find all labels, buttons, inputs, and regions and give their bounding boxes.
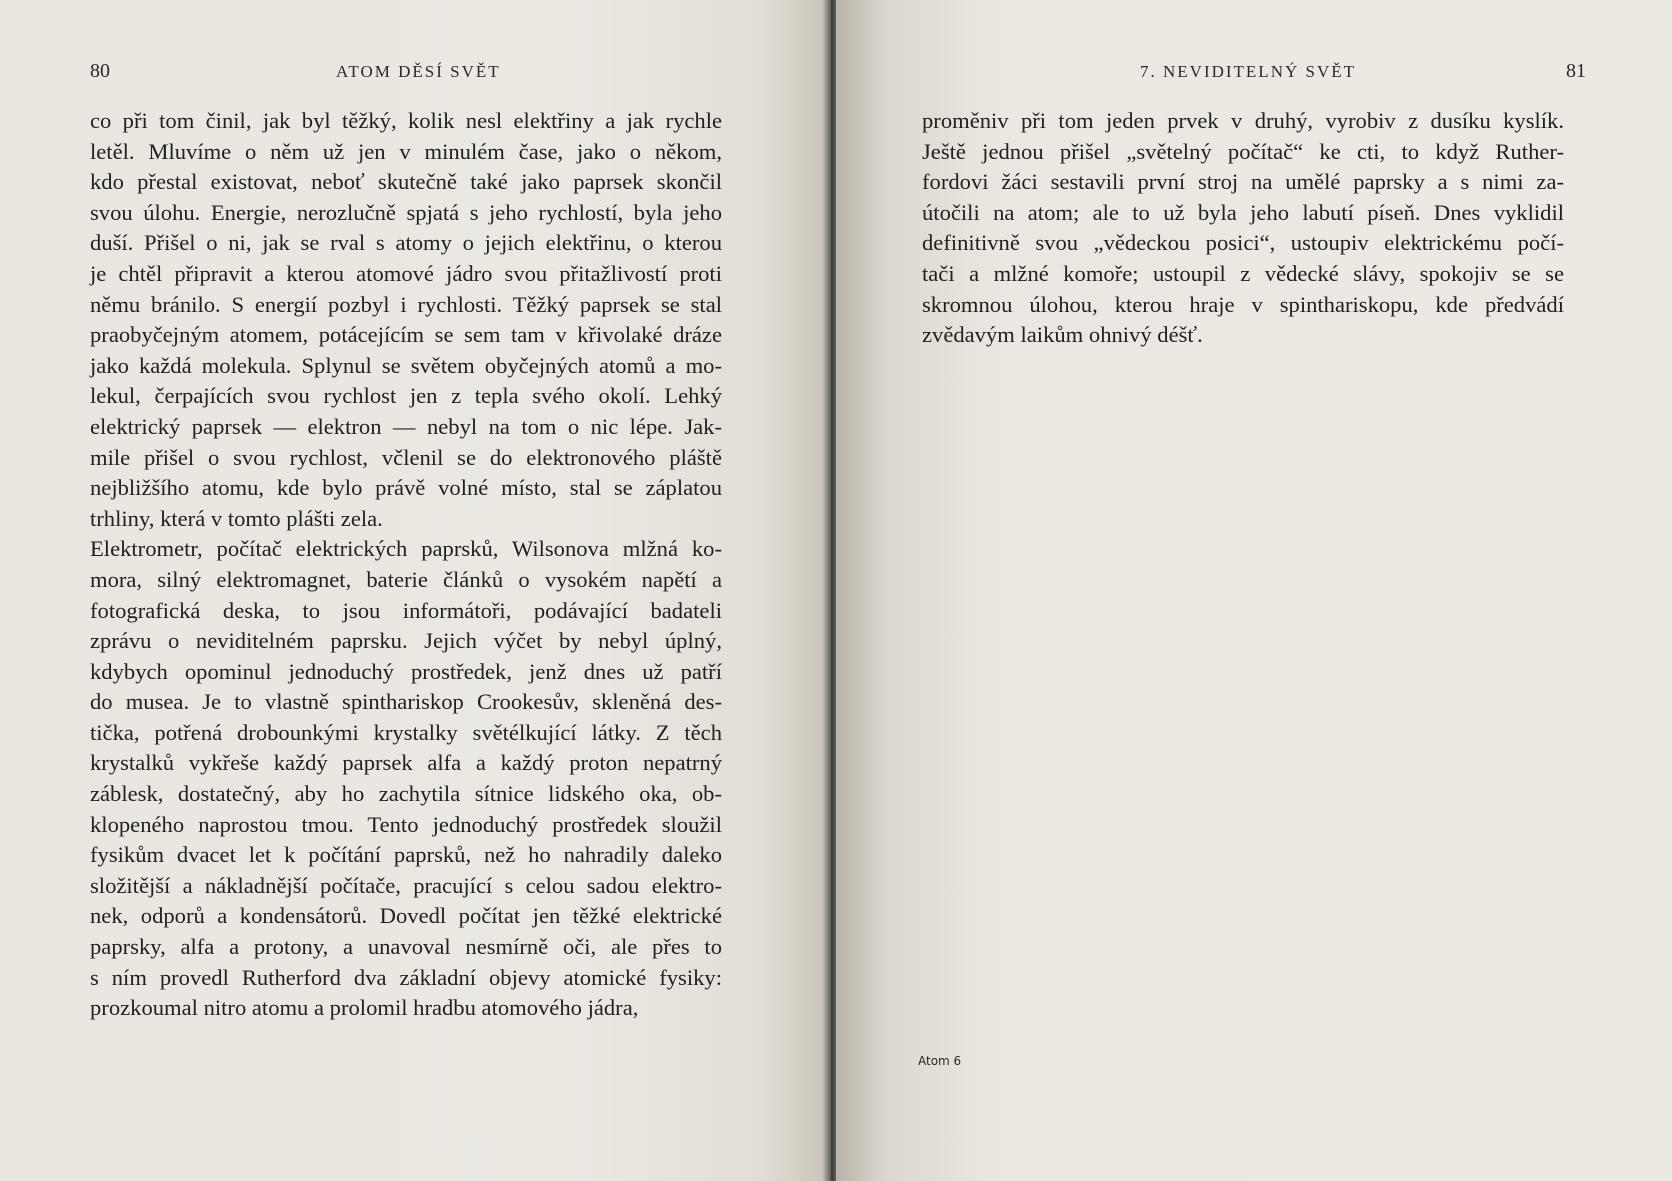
text-line: Elektrometr, počítač elektrických paprsků, Wilsonova mlžná ko- [90, 536, 722, 562]
page-number-left: 80 [90, 60, 110, 82]
text-line: fotografická deska, to jsou informátoři, podávající badateli [90, 597, 722, 623]
text-line: útočili na atom; ale to už byla jeho labutí píseň. Dnes vyklidil [922, 199, 1564, 225]
text-line: elektrický paprsek — elektron — nebyl na tom o nic lépe. Jak- [90, 413, 722, 439]
left-body-text [90, 106, 722, 1024]
text-line: kdybych opominul jednoduchý prostředek, jenž dnes už patří [90, 658, 722, 684]
text-line: záblesk, dostatečný, aby ho zachytila sítnice lidského oka, ob- [90, 781, 722, 807]
text-line: paprsky, alfa a protony, a unavoval nesmírně oči, ale přes to [90, 934, 722, 960]
text-line: proměniv při tom jeden prvek v druhý, vyrobiv z dusíku kyslík. [922, 108, 1564, 133]
text-line: klopeného naprostou tmou. Tento jednoduchý prostředek sloužil [90, 811, 722, 837]
text-line: svou úlohu. Energie, nerozlučně spjatá s jeho rychlostí, byla jeho [90, 199, 722, 225]
text-line: lekul, čerpajících svou rychlost jen z tepla svého okolí. Lehký [90, 383, 722, 409]
text-line: mora, silný elektromagnet, baterie článků o vysokém napětí a [90, 566, 722, 592]
printer-signature-mark: Atom 6 [918, 1054, 962, 1068]
text-line: jako každá molekula. Splynul se světem obyčejných atomů a mo- [90, 352, 722, 378]
text-line: do musea. Je to vlastně spinthariskop Crookesův, skleněná des- [90, 689, 722, 715]
text-line: tička, potřená drobounkými krystalky světélkující látky. Z těch [90, 719, 722, 745]
text-line: kdo přestal existovat, neboť skutečně také jako paprsek skončil [90, 169, 722, 195]
paragraph-3 [922, 106, 1564, 351]
right-body-text [922, 106, 1564, 351]
text-line: fysikům dvacet let k počítání paprsků, než ho nahradily daleko [90, 842, 722, 868]
text-line: definitivně svou „vědeckou posici“, ustoupiv elektrickému počí- [922, 230, 1564, 256]
text-line: nejbližšího atomu, kde bylo právě volné místo, stal se záplatou [90, 475, 722, 501]
text-line: co při tom činil, jak byl těžký, kolik nesl elektřiny a jak rychle [90, 108, 722, 133]
text-line: fordovi žáci sestavili první stroj na umělé paprsky a s nimi za- [922, 169, 1564, 195]
text-line: letěl. Mluvíme o něm už jen v minulém čase, jako o někom, [90, 138, 722, 164]
text-line: zprávu o neviditelném paprsku. Jejich výčet by nebyl úplný, [90, 628, 722, 654]
text-line: trhliny, která v tomto plášti zela. [90, 505, 383, 531]
text-line: duší. Přišel o ni, jak se rval s atomy o jejich elektřinu, o kterou [90, 230, 722, 256]
text-line: nek, odporů a kondensátorů. Dovedl počítat jen těžké elektrické [90, 903, 722, 929]
text-line: praobyčejným atomem, potácejícím se sem tam v křivolaké dráze [90, 322, 722, 348]
page-number-right: 81 [1566, 60, 1586, 82]
text-line: je chtěl připravit a kterou atomové jádro svou přitažlivostí proti [90, 260, 722, 286]
text-line: skromnou úlohou, kterou hraje v spinthariskopu, kde předvádí [922, 291, 1564, 317]
text-line: zvědavým laikům ohnivý déšť. [922, 322, 1203, 348]
paragraph-2 [90, 534, 722, 1024]
text-line: mile přišel o svou rychlost, včlenil se do elektronového pláště [90, 444, 722, 470]
right-page [836, 0, 1672, 1181]
text-line: s ním provedl Rutherford dva základní objevy atomické fysiky: [90, 964, 722, 990]
text-line: tači a mlžné komoře; ustoupil z vědecké slávy, spokojiv se se [922, 260, 1564, 286]
running-head-left: ATOM DĚSÍ SVĚT [336, 62, 501, 81]
text-line: Ještě jednou přišel „světelný počítač“ ke cti, to když Ruther- [922, 138, 1564, 164]
left-page [0, 0, 828, 1181]
text-line: složitější a nákladnější počítače, pracující s celou sadou elektro- [90, 872, 722, 898]
paragraph-1 [90, 106, 722, 534]
text-line: němu bránilo. S energií pozbyl i rychlosti. Těžký paprsek se stal [90, 291, 722, 317]
running-head-right: 7. NEVIDITELNÝ SVĚT [1140, 62, 1356, 81]
text-line: krystalků vykřeše každý paprsek alfa a každý proton nepatrný [90, 750, 722, 776]
text-line: prozkoumal nitro atomu a prolomil hradbu atomového jádra, [90, 995, 639, 1021]
